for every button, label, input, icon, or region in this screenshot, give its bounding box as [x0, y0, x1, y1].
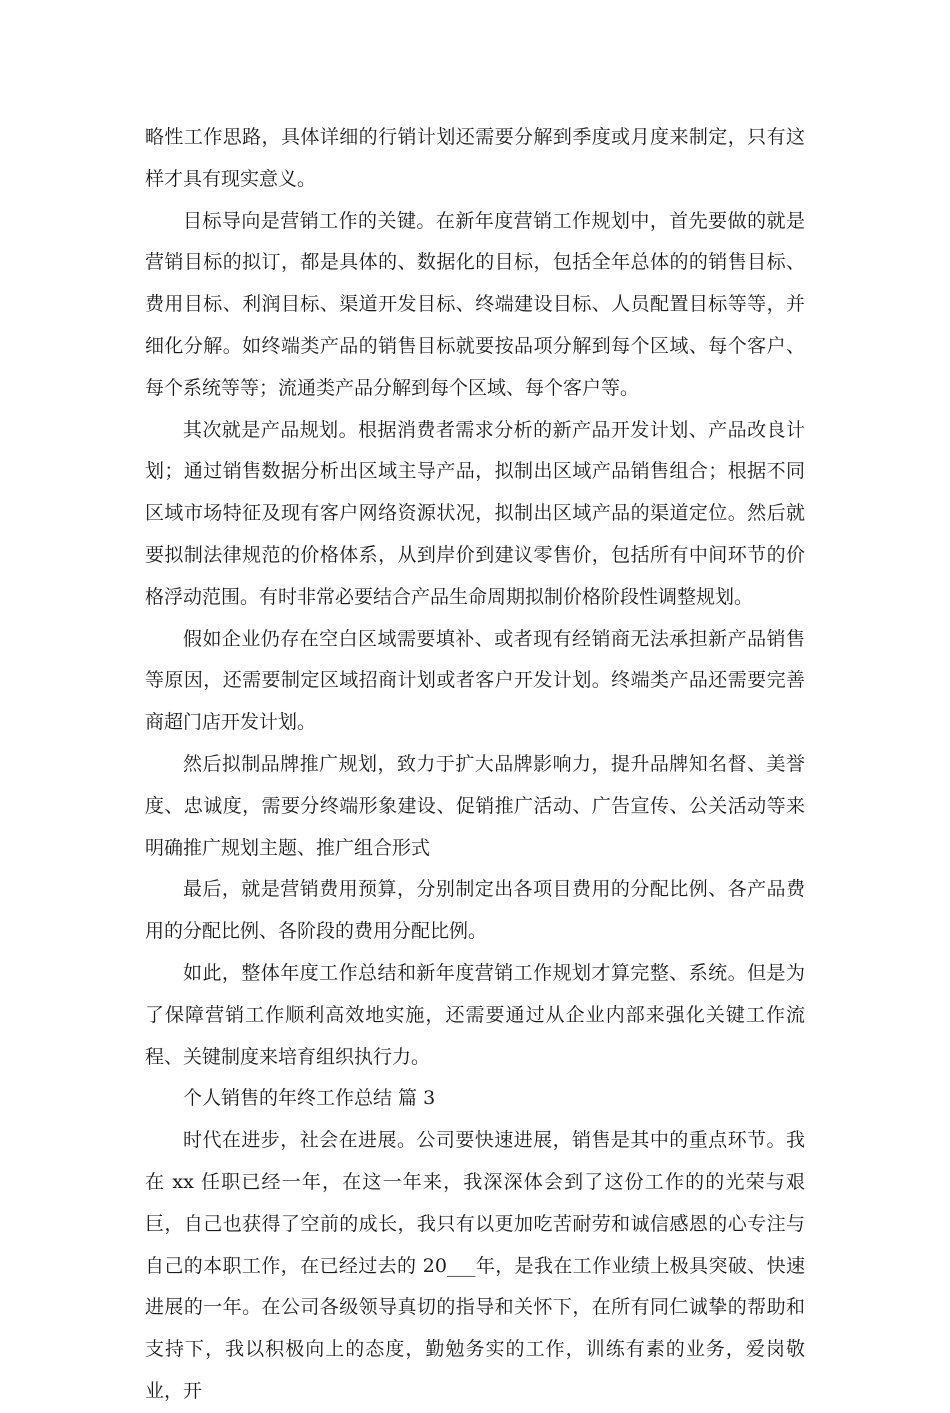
paragraph-brand-promotion: 然后拟制品牌推广规划，致力于扩大品牌影响力，提升品牌知名督、美誉度、忠诚度，需要分终端形象建设、促销推广活动、广告宣传、公关活动等来明确推广规划主题、推广组合形式	[145, 752, 805, 859]
section-heading: 个人销售的年终工作总结 篇 3	[183, 1087, 436, 1110]
paragraph-budget: 最后，就是营销费用预算，分别制定出各项目费用的分配比例、各产品费用的分配比例、各阶段的费用分配比例。	[145, 878, 805, 943]
paragraph-goal-orientation: 目标导向是营销工作的关键。在新年度营销工作规划中，首先要做的就是营销目标的拟订，都是具体的、数据化的目标，包括全年总体的的销售目标、费用目标、利润目标、渠道开发目标、终端建设目标、人员配置目标等等，并细化分解。如终端类产品的销售目标就要按品项分解到每个区域、每个客户、每个系统等等；流通类产品分解到每个区域、每个客户等。	[145, 209, 805, 399]
paragraph-section-intro: 时代在进步，社会在进展。公司要快速进展，销售是其中的重点环节。我在 xx 任职已经一年，在这一年来，我深深体会到了这份工作的的光荣与艰巨，自己也获得了空前的成长，我只有以更加吃苦耐劳和诚信感恩的心专注与自己的本职工作，在已经过去的 20___年，是我在工作业绩上极具突破、快速进展的一年。在公司各级领导真切的指导和关怀下，在所有同仁诚挚的帮助和支持下，我以积极向上的态度，勤勉务实的工作，训练有素的业务，爱岗敬业，开	[145, 1129, 805, 1402]
paragraph-regional-recruitment: 假如企业仍存在空白区域需要填补、或者现有经销商无法承担新产品销售等原因，还需要制定区域招商计划或者客户开发计划。终端类产品还需要完善商超门店开发计划。	[145, 627, 805, 734]
paragraph-conclusion: 如此，整体年度工作总结和新年度营销工作规划才算完整、系统。但是为了保障营销工作顺利高效地实施，还需要通过从企业内部来强化关键工作流程、关键制度来培育组织执行力。	[145, 961, 805, 1068]
document-body	[145, 117, 805, 1413]
paragraph-product-planning: 其次就是产品规划。根据消费者需求分析的新产品开发计划、产品改良计划；通过销售数据分析出区域主导产品，拟制出区域产品销售组合；根据不同区域市场特征及现有客户网络资源状况，拟制出区域产品的渠道定位。然后就要拟制法律规范的价格体系，从到岸价到建议零售价，包括所有中间环节的价格浮动范围。有时非常必要结合产品生命周期拟制价格阶段性调整规划。	[145, 418, 805, 608]
paragraph-continuation: 略性工作思路，具体详细的行销计划还需要分解到季度或月度来制定，只有这样才具有现实意义。	[145, 126, 805, 190]
